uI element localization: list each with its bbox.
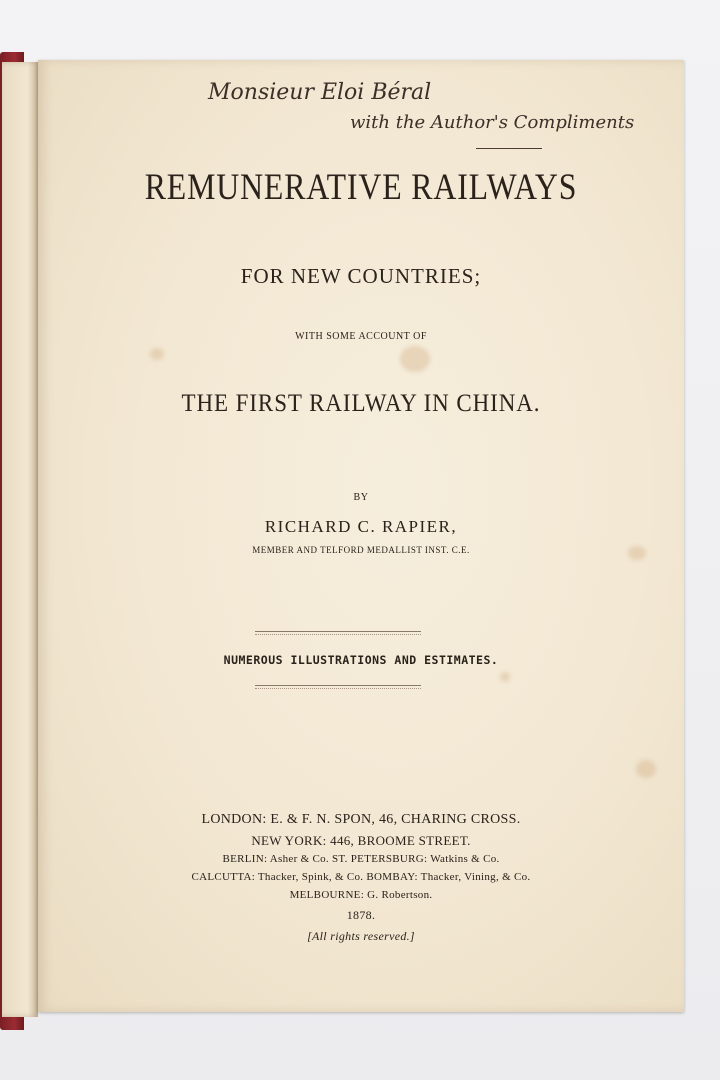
author-name: RICHARD C. RAPIER, — [264, 517, 458, 536]
imprint-london: LONDON: E. & F. N. SPON, 46, CHARING CROSS. — [201, 812, 521, 827]
left-page-edge — [2, 62, 38, 1017]
foxing-spot — [636, 760, 656, 778]
inscription-underline — [476, 148, 542, 149]
title-page — [38, 60, 684, 1012]
subtitle-with-some-account: WITH SOME ACCOUNT OF — [295, 331, 427, 342]
illustrations-note: NUMEROUS ILLUSTRATIONS AND ESTIMATES. — [223, 653, 499, 667]
handwritten-inscription-line1: Monsieur Eloi Béral — [208, 80, 432, 105]
divider-rule-bottom — [255, 685, 421, 686]
subtitle-first-railway-china: THE FIRST RAILWAY IN CHINA. — [181, 390, 541, 417]
imprint-berlin-petersburg: BERLIN: Asher & Co. ST. PETERSBURG: Watkins & Co. — [222, 853, 500, 865]
handwritten-inscription-line2: with the Author's Compliments — [350, 112, 635, 133]
imprint-year: 1878. — [346, 908, 376, 922]
book-title: REMUNERATIVE RAILWAYS — [144, 167, 578, 208]
by-label: BY — [353, 492, 369, 503]
subtitle-for-new-countries: FOR NEW COUNTRIES; — [240, 264, 482, 288]
imprint-rights: [All rights reserved.] — [307, 929, 415, 943]
imprint-melbourne: MELBOURNE: G. Robertson. — [289, 889, 433, 901]
divider-rule-top — [255, 631, 421, 632]
imprint-calcutta-bombay: CALCUTTA: Thacker, Spink, & Co. BOMBAY: Thacker, Vining, & Co. — [191, 871, 531, 883]
imprint-new-york: NEW YORK: 446, BROOME STREET. — [251, 833, 471, 848]
foxing-spot — [400, 346, 430, 372]
author-credentials: MEMBER AND TELFORD MEDALLIST INST. C.E. — [252, 545, 470, 555]
foxing-spot — [150, 348, 164, 360]
foxing-spot — [500, 672, 510, 682]
